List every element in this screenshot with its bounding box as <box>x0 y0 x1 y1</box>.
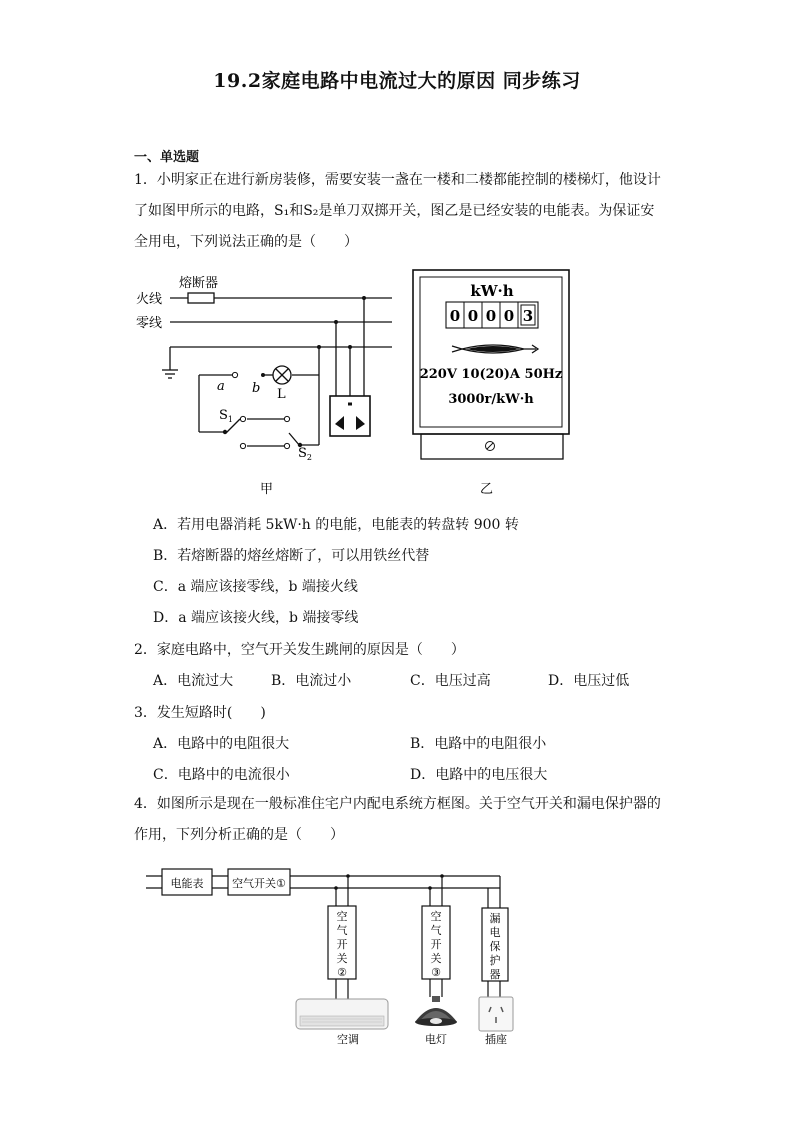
question-1-stem <box>134 165 666 258</box>
question-1-line-1: 1．小明家正在进行新房装修，需要安装一盏在一楼和二楼都能控制的楼梯灯，他设计 <box>134 172 661 188</box>
breaker-2-char-5: ② <box>337 966 347 979</box>
terminal-a-label: a <box>217 379 225 394</box>
breaker-3-char-3: 开 <box>430 938 442 951</box>
electricity-meter-yi <box>413 270 569 459</box>
meter-rating-label: 220V 10(20)A 50Hz <box>419 367 563 382</box>
fuse-label: 熔断器 <box>179 276 219 291</box>
breaker-3-char-5: ③ <box>431 966 441 979</box>
live-wire-label: 火线 <box>136 292 163 307</box>
meter-digit-5: 3 <box>522 307 534 325</box>
section-heading: 一、单选题 <box>134 150 200 165</box>
question-1-line-3: 全用电，下列说法正确的是（ ） <box>134 234 358 250</box>
lamp-icon <box>415 996 457 1026</box>
question-1-option-b[interactable]: B．若熔断器的熔丝熔断了，可以用铁丝代替 <box>153 548 430 564</box>
question-4-stem <box>134 789 666 851</box>
meter-digit-4: 0 <box>503 307 515 325</box>
figure-circuit-and-meter <box>0 262 794 502</box>
fuse-symbol <box>188 293 214 303</box>
lamp-label: 电灯 <box>425 1033 447 1046</box>
breaker-2-char-3: 开 <box>336 938 348 951</box>
question-1-option-a[interactable]: A．若用电器消耗 5kW·h 的电能，电能表的转盘转 900 转 <box>153 517 519 533</box>
air-conditioner-icon <box>296 999 388 1029</box>
meter-revolutions-label: 3000r/kW·h <box>448 392 534 407</box>
breaker-3-char-1: 空 <box>430 910 442 923</box>
breaker-2-char-2: 气 <box>336 924 348 937</box>
question-2-option-a[interactable]: A．电流过大 <box>153 673 234 689</box>
air-conditioner-label: 空调 <box>337 1033 359 1046</box>
breaker-2-char-1: 空 <box>336 910 348 923</box>
question-2-option-d[interactable]: D．电压过低 <box>548 673 630 689</box>
question-3-option-c[interactable]: C．电路中的电流很小 <box>153 767 290 783</box>
switch-s1-label: $S_1$ <box>219 408 233 424</box>
question-4-line-2: 作用，下列分析正确的是（ ） <box>134 827 344 843</box>
leak-char-2: 电 <box>489 926 501 939</box>
question-1-line-2: 了如图甲所示的电路，S₁和S₂是单刀双掷开关，图乙是已经安装的电能表。为保证安 <box>134 203 655 219</box>
figure-yi-caption: 乙 <box>480 482 494 497</box>
neutral-wire-label: 零线 <box>136 316 163 331</box>
question-2-option-b[interactable]: B．电流过小 <box>271 673 352 689</box>
leak-char-5: 器 <box>489 968 501 981</box>
socket-symbol <box>330 396 370 436</box>
meter-digit-3: 0 <box>485 307 497 325</box>
meter-box-label: 电能表 <box>170 877 204 890</box>
question-3-stem: 3．发生短路时( ) <box>134 705 266 721</box>
page-title: 19.2家庭电路中电流过大的原因 同步练习 <box>213 70 581 92</box>
question-4-line-1: 4．如图所示是现在一般标准住宅户内配电系统方框图。关于空气开关和漏电保护器的 <box>134 796 661 812</box>
leak-char-1: 漏 <box>489 912 501 925</box>
socket-icon <box>479 997 513 1031</box>
switch-s2-label: $S_2$ <box>298 446 312 462</box>
figure-distribution-system <box>0 860 794 1060</box>
leak-char-4: 护 <box>489 954 501 967</box>
socket-label: 插座 <box>485 1033 507 1046</box>
breaker-3-char-2: 气 <box>430 924 442 937</box>
main-breaker-label: 空气开关① <box>232 877 286 890</box>
breaker-3-char-4: 关 <box>430 952 442 965</box>
leak-char-3: 保 <box>489 940 501 953</box>
question-1-option-d[interactable]: D．a 端应该接火线，b 端接零线 <box>153 610 359 626</box>
question-3-option-a[interactable]: A．电路中的电阻很大 <box>153 736 290 752</box>
question-1-option-c[interactable]: C．a 端应该接零线，b 端接火线 <box>153 579 358 595</box>
meter-digit-2: 0 <box>467 307 479 325</box>
terminal-b-label: b <box>252 381 261 396</box>
meter-unit-label: kW·h <box>470 282 514 300</box>
meter-digit-1: 0 <box>449 307 461 325</box>
figure-jia-caption: 甲 <box>260 482 274 497</box>
question-3-option-d[interactable]: D．电路中的电压很大 <box>410 767 548 783</box>
question-2-stem: 2．家庭电路中，空气开关发生跳闸的原因是（ ） <box>134 642 465 658</box>
question-2-option-c[interactable]: C．电压过高 <box>410 673 491 689</box>
breaker-2-char-4: 关 <box>336 952 348 965</box>
lamp-label: L <box>277 387 286 402</box>
question-3-option-b[interactable]: B．电路中的电阻很小 <box>410 736 547 752</box>
